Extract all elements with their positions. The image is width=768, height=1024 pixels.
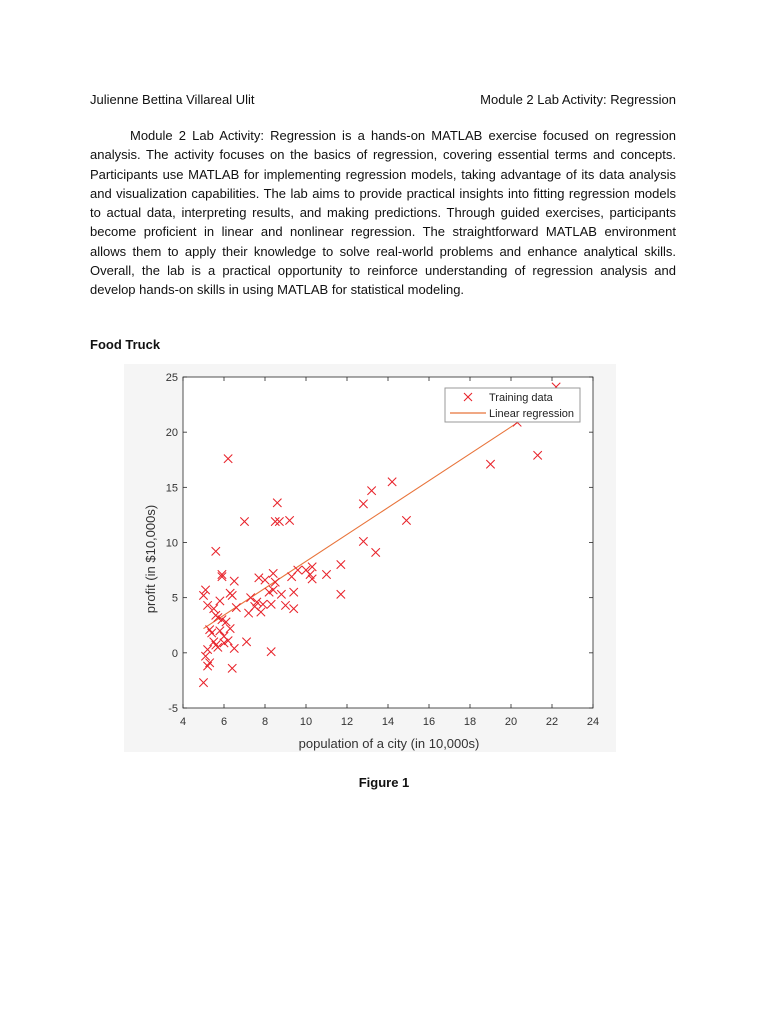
x-tick-label: 22	[545, 716, 559, 728]
legend-label-training: Training data	[489, 392, 553, 404]
intro-paragraph: Module 2 Lab Activity: Regression is a hands-on MATLAB exercise focused on regression analysis. The activity focuses on the basics of regression, covering essential terms and concepts. Participants use MATLAB for implementing regression models, taking advantage of its data analysis and visualization capabilities. The lab aims to provide practical insights into fitting regression models to actual data, interpreting results, and making predictions. Through guided exercises, participants become proficient in linear and nonlinear regression. The straightforward MATLAB environment allows them to apply their knowledge to solve real-world problems and enhance analytical skills. Overall, the lab is a practical opportunity to reinforce understanding of regression analysis and develop hands-on skills in using MATLAB for statistical modeling.	[90, 128, 676, 298]
y-tick-label: 0	[171, 647, 178, 660]
figure-caption: Figure 1	[358, 775, 410, 790]
y-tick-label: 10	[165, 537, 178, 550]
document-title: Module 2 Lab Activity: Regression	[480, 92, 676, 107]
x-tick-label: 6	[220, 716, 228, 728]
y-tick-label: 15	[165, 482, 178, 495]
scatter-chart	[124, 364, 616, 752]
x-tick-label: 4	[179, 716, 187, 728]
y-tick-label: 5	[171, 592, 178, 605]
x-axis-label: population of a city (in 10,000s)	[298, 736, 480, 751]
legend-label-regression: Linear regression	[489, 408, 574, 420]
x-tick-label: 8	[261, 716, 269, 728]
x-tick-label: 18	[463, 716, 477, 728]
x-tick-label: 10	[299, 716, 313, 728]
figure	[124, 364, 616, 752]
y-tick-label: 25	[165, 372, 178, 384]
x-tick-label: 14	[381, 716, 395, 728]
section-heading: Food Truck	[90, 337, 161, 352]
x-tick-label: 12	[340, 716, 354, 728]
author-name: Julienne Bettina Villareal Ulit	[90, 92, 255, 107]
x-tick-label: 20	[504, 716, 518, 728]
y-tick-label: -5	[168, 703, 178, 715]
plot-area	[183, 377, 593, 708]
y-tick-label: 20	[165, 427, 178, 440]
x-tick-label: 16	[422, 716, 436, 728]
y-axis-label: profit (in $10,000s)	[143, 504, 158, 614]
legend	[445, 388, 580, 422]
x-tick-label: 24	[586, 716, 600, 728]
